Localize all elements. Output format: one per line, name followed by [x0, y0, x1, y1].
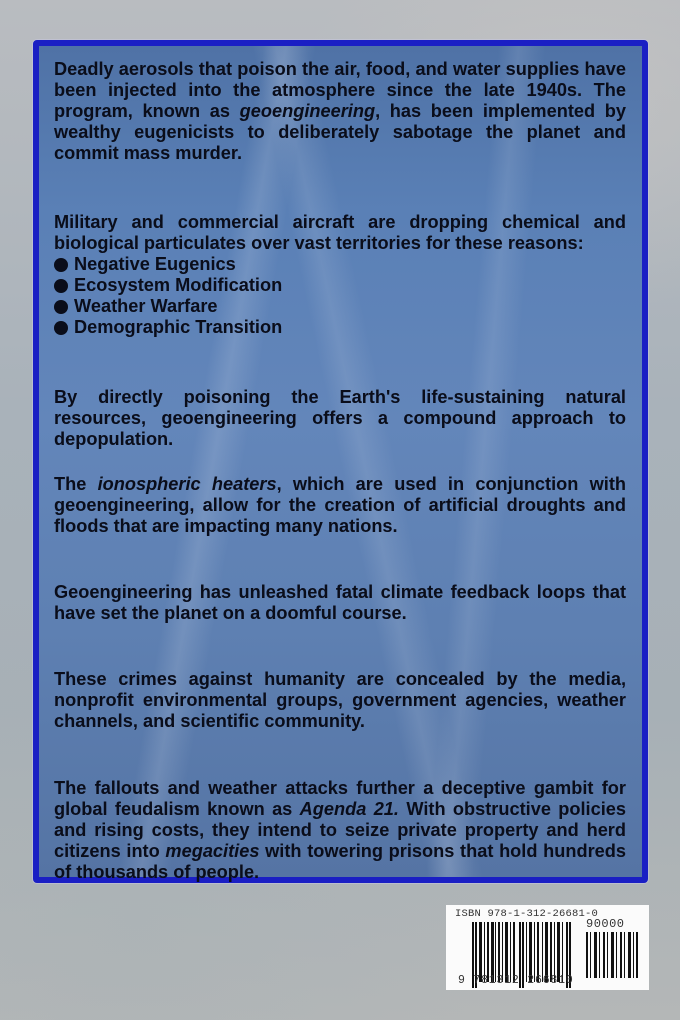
list-item-label: Weather Warfare: [74, 296, 218, 316]
barcode-digits: 9 781312 266810: [458, 974, 574, 987]
text-span: , which are used in conjunction with geoengineering, allow for the creation of artificial droughts and floods that are impacting many nations.: [54, 474, 626, 536]
emphasis-text: megacities: [165, 841, 260, 861]
text-span: , has been implemented by wealthy eugenicists to deliberately sabotage the planet and commit mass murder.: [54, 101, 626, 163]
paragraph-concealed: These crimes against humanity are concealed by the media, nonprofit environmental groups, government agencies, weather channels, and scientific community.: [54, 669, 626, 731]
paragraph-feedback: Geoengineering has unleashed fatal climate feedback loops that have set the planet on a doomful course.: [54, 582, 626, 623]
text-span: The fallouts and weather attacks further a deceptive gambit for global feudalism known as: [54, 778, 626, 819]
list-item: [54, 317, 626, 338]
emphasis-text: geoengineering: [239, 101, 376, 121]
list-item: [54, 254, 626, 275]
paragraph-ionospheric: [54, 474, 626, 537]
reasons-list: [54, 254, 626, 338]
list-item-label: Ecosystem Modification: [74, 275, 283, 295]
bullet-icon: [54, 321, 68, 335]
list-item-label: Demographic Transition: [74, 317, 283, 337]
paragraph-reasons: Military and commercial aircraft are dropping chemical and biological particulates over vast territories for these reasons:: [54, 212, 626, 253]
emphasis-text: Agenda 21.: [299, 799, 399, 819]
list-item: [54, 296, 626, 317]
list-item: [54, 275, 626, 296]
list-item-label: Negative Eugenics: [74, 254, 236, 274]
text-span: with towering prisons that hold hundreds of thousands of people.: [54, 841, 626, 882]
isbn-barcode: [446, 905, 649, 990]
text-span: Deadly aerosols that poison the air, food, and water supplies have been injected into the atmosphere since the late 1940s. The program, known as: [54, 59, 626, 121]
text-span: The: [54, 474, 98, 494]
paragraph-agenda: [54, 778, 626, 883]
bullet-icon: [54, 258, 68, 272]
addon-barcode-icon: [586, 932, 638, 978]
paragraph-depopulation: By directly poisoning the Earth's life-sustaining natural resources, geoengineering offers a compound approach to depopulation.: [54, 387, 626, 449]
price-code: 90000: [586, 917, 625, 931]
bullet-icon: [54, 300, 68, 314]
text-span: With obstructive policies and rising costs, they intend to seize private property and herd citizens into: [54, 799, 626, 861]
cover-text: [54, 59, 626, 883]
bullet-icon: [54, 279, 68, 293]
isbn-label: ISBN 978-1-312-26681-0: [455, 908, 599, 920]
paragraph-intro: [54, 59, 626, 164]
emphasis-text: ionospheric heaters: [97, 474, 277, 494]
text-panel: [33, 40, 648, 883]
barcode-bars-icon: [472, 922, 572, 982]
